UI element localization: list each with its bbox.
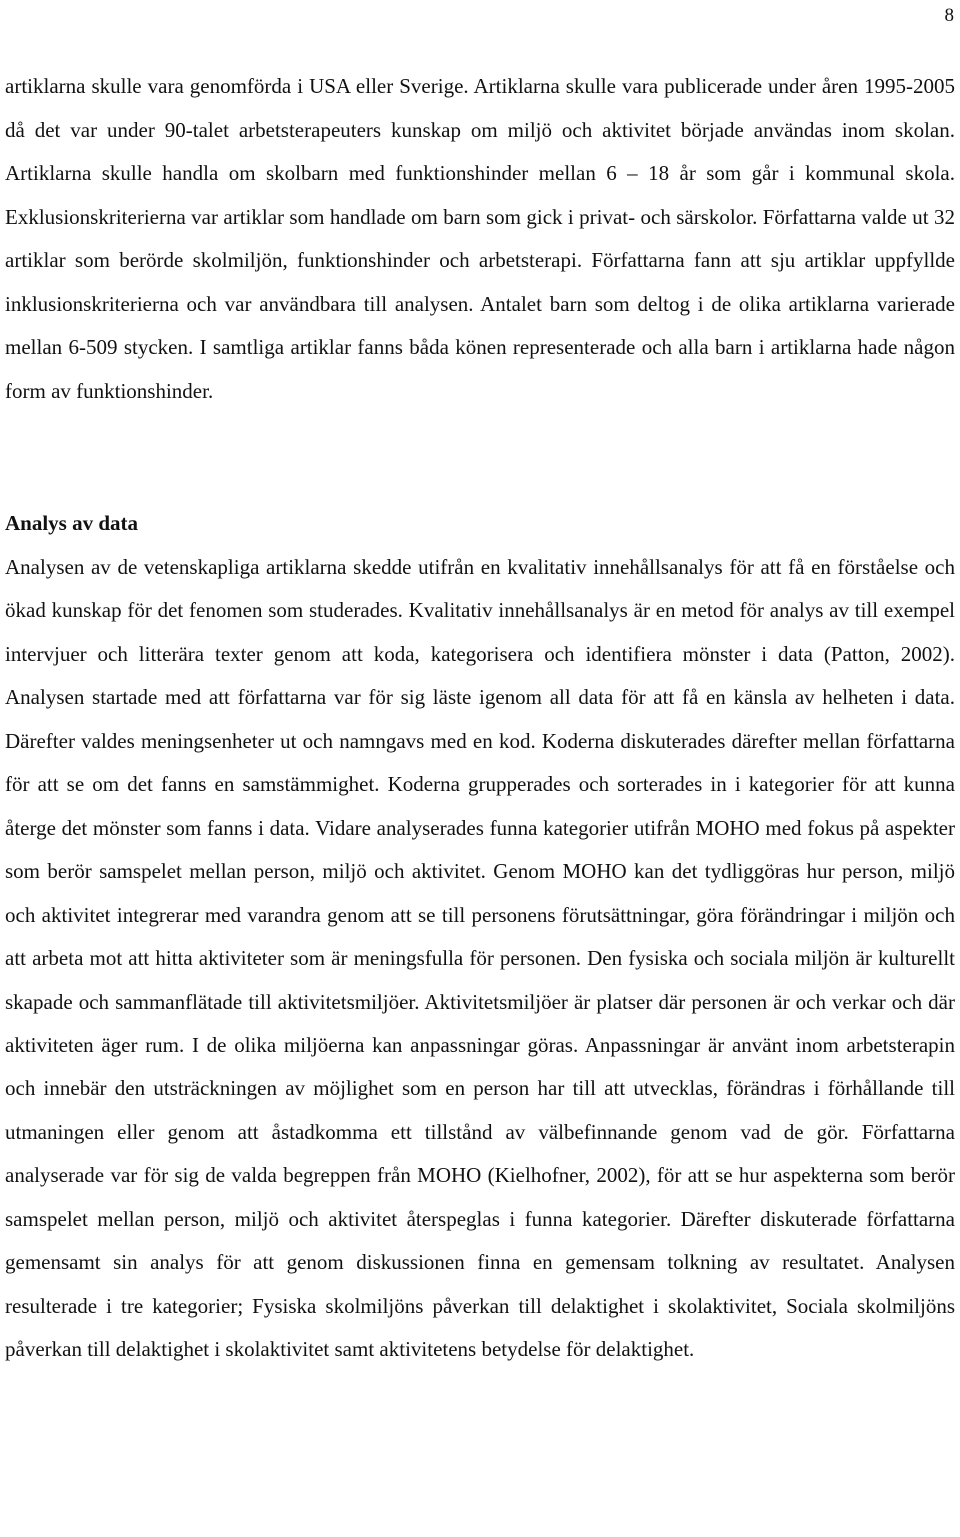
page-number: 8 [944,5,954,26]
intro-paragraph: artiklarna skulle vara genomförda i USA eller Sverige. Artiklarna skulle vara publicerade under åren 1995-2005 då det var under 90-talet arbetsterapeuters kunskap om miljö och aktivitet började användas inom skolan. Artiklarna skulle handla om skolbarn med funktionshinder mellan 6 – 18 år som går i kommunal skola. Exklusionskriterierna var artiklar som handlade om barn som gick i privat- och särskolor. Författarna valde ut 32 artiklar som berörde skolmiljön, funktionshinder och arbetsterapi. Författarna fann att sju artiklar uppfyllde inklusionskriterierna och var användbara till analysen. Antalet barn som deltog i de olika artiklarna varierade mellan 6-509 stycken. I samtliga artiklar fanns båda könen representerade och alla barn i artiklarna hade någon form av funktionshinder. [5,74,955,403]
section-heading-analys-av-data: Analys av data [5,511,139,535]
analysis-paragraph: Analysen av de vetenskapliga artiklarna skedde utifrån en kvalitativ innehållsanalys för att få en förståelse och ökad kunskap för det fenomen som studerades. Kvalitativ innehållsanalys är en metod för analys av till exempel intervjuer och litterära texter genom att koda, kategorisera och identifiera mönster i data (Patton, 2002). Analysen startade med att författarna var för sig läste igenom all data för att få en känsla av helheten i data. Därefter valdes meningsenheter ut och namngavs med en kod. Koderna diskuterades därefter mellan författarna för att se om det fanns en samstämmighet. Koderna grupperades och sorterades in i kategorier för att kunna återge det mönster som fanns i data. Vidare analyserades funna kategorier utifrån MOHO med fokus på aspekter som berör samspelet mellan person, miljö och aktivitet. Genom MOHO kan det tydliggöras hur person, miljö och aktivitet integrerar med varandra genom att se till personens förutsättningar, göra förändringar i miljön och att arbeta mot att hitta aktiviteter som är meningsfulla för personen. Den fysiska och sociala miljön är kulturellt skapade och sammanflätade till aktivitetsmiljöer. Aktivitetsmiljöer är platser där personen är och verkar och där aktiviteten äger rum. I de olika miljöerna kan anpassningar göras. Anpassningar är använt inom arbetsterapin och innebär den utsträckningen av möjlighet som en person har till att utvecklas, förändras i förhållande till utmaningen eller genom att åstadkomma ett tillstånd av välbefinnande genom vad de gör. Författarna analyserade var för sig de valda begreppen från MOHO (Kielhofner, 2002), för att se hur aspekterna som berör samspelet mellan person, miljö och aktivitet återspeglas i funna kategorier. Därefter diskuterade författarna gemensamt sin analys för att genom diskussionen finna en gemensam tolkning av resultatet. Analysen resulterade i tre kategorier; Fysiska skolmiljöns påverkan till delaktighet i skolaktivitet, Sociala skolmiljöns påverkan till delaktighet i skolaktivitet samt aktivitetens betydelse för delaktighet. [5,555,955,1362]
